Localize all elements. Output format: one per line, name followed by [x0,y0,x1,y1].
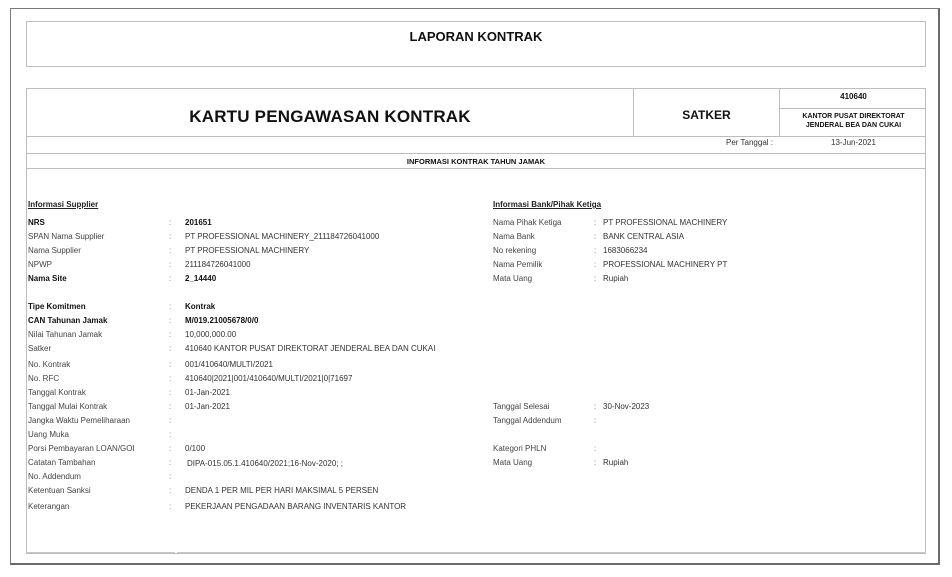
field-row [28,373,488,385]
field-value: 410640|2021|001/410640/MULTI/2021|0|71697 [185,374,353,383]
field-row [493,231,913,243]
field-row [28,359,488,371]
satker-name [780,112,927,130]
field-separator: : [169,344,172,353]
field-value: 201651 [185,218,212,227]
field-label: CAN Tahunan Jamak [28,316,108,325]
divider [27,153,926,154]
field-label: Porsi Pembayaran LOAN/GOI [28,444,135,453]
field-label: No. Addendum [28,472,81,481]
field-value: PT PROFESSIONAL MACHINERY_211184726041000 [185,232,380,241]
field-row [28,217,488,229]
field-row [28,415,488,427]
field-row [28,387,488,399]
field-label: Nama Pihak Ketiga [493,218,562,227]
field-separator: : [594,232,597,241]
field-separator: : [169,260,172,269]
field-label: Tipe Komitmen [28,302,86,311]
field-label: Nilai Tahunan Jamak [28,330,103,339]
field-value: DENDA 1 PER MIL PER HARI MAKSIMAL 5 PERSEN [185,486,379,495]
field-value: 10,000,000.00 [185,330,237,339]
field-separator: : [169,416,172,425]
field-row [28,471,488,483]
field-value: Rupiah [603,458,629,467]
field-label: Jangka Waktu Pemeliharaan [28,416,130,425]
field-label: Ketentuan Sanksi [28,486,91,495]
field-separator: : [169,246,172,255]
field-label: Nama Pemilik [493,260,543,269]
report-header [26,21,926,67]
field-separator: : [169,458,172,467]
field-row [28,485,488,497]
field-row [493,443,913,455]
field-row [28,429,488,441]
field-label: Nama Site [28,274,67,283]
field-value: BANK CENTRAL ASIA [603,232,685,241]
field-label: Mata Uang [493,274,533,283]
field-value: Rupiah [603,274,629,283]
field-label: No. Kontrak [28,360,71,369]
field-separator: : [594,458,597,467]
field-label: Satker [28,344,52,353]
field-label: Keterangan [28,502,70,511]
field-row [493,245,913,257]
satker-label: SATKER [682,108,731,122]
supplier-heading: Informasi Supplier [28,200,99,209]
field-row [493,401,913,413]
field-label: Tanggal Selesai [493,402,550,411]
field-value: PT PROFESSIONAL MACHINERY [185,246,310,255]
field-separator: : [169,502,172,511]
field-value: 1683066234 [603,246,648,255]
field-label: Catatan Tambahan [28,458,96,467]
field-row [28,501,488,513]
field-row [493,415,913,427]
divider [27,136,926,137]
field-row [28,259,488,271]
field-separator: : [594,218,597,227]
field-value: PROFESSIONAL MACHINERY PT [603,260,728,269]
field-row [493,457,913,469]
field-label: No. RFC [28,374,60,383]
field-row [493,273,913,285]
field-separator: : [169,388,172,397]
field-label: Mata Uang [493,458,533,467]
field-value: 0/100 [185,444,206,453]
satker-code: 410640 [840,92,867,101]
field-label: Tanggal Kontrak [28,388,86,397]
field-value: 410640 KANTOR PUSAT DIREKTORAT JENDERAL BEA DAN CUKAI [185,344,436,353]
field-separator: : [594,246,597,255]
field-row [28,401,488,413]
card-title: KARTU PENGAWASAN KONTRAK [189,107,471,126]
field-label: Tanggal Mulai Kontrak [28,402,108,411]
field-separator: : [169,316,172,325]
field-value: 01-Jan-2021 [185,402,230,411]
field-label: Nama Bank [493,232,535,241]
field-row [28,301,488,313]
satker-name-line1: KANTOR PUSAT DIREKTORAT [802,113,905,120]
field-separator: : [594,402,597,411]
divider [177,552,926,553]
contract-card [26,88,926,554]
field-label: No rekening [493,246,537,255]
field-row [28,329,488,341]
per-tanggal-value: 13-Jun-2021 [831,138,876,147]
field-value: PEKERJAAN PENGADAAN BARANG INVENTARIS KANTOR [185,502,407,511]
field-row [28,343,488,355]
field-separator: : [594,444,597,453]
field-separator: : [594,416,597,425]
field-value: Kontrak [185,302,216,311]
field-separator: : [169,402,172,411]
field-value: 001/410640/MULTI/2021 [185,360,273,369]
field-value: PT PROFESSIONAL MACHINERY [603,218,728,227]
field-separator: : [594,260,597,269]
field-value: 2_14440 [185,274,217,283]
field-separator: : [169,430,172,439]
per-tanggal-label: Per Tanggal : [726,138,773,147]
field-label: Tanggal Addendum [493,416,562,425]
field-label: Kategori PHLN [493,444,547,453]
field-separator: : [169,374,172,383]
field-label: NPWP [28,260,52,269]
field-label: Nama Supplier [28,246,81,255]
bank-heading: Informasi Bank/Pihak Ketiga [493,200,602,209]
divider [27,168,926,169]
field-row [28,245,488,257]
field-separator: : [169,486,172,495]
report-title: LAPORAN KONTRAK [409,29,543,44]
field-row [493,217,913,229]
divider [27,552,175,553]
field-separator: : [594,274,597,283]
field-value: 01-Jan-2021 [185,388,230,397]
field-label: Uang Muka [28,430,69,439]
satker-name-line2: JENDERAL BEA DAN CUKAI [805,122,902,129]
field-value: DIPA-015.05.1.410640/2021;16-Nov-2020; ; [187,459,343,468]
section-title: INFORMASI KONTRAK TAHUN JAMAK [406,157,546,166]
field-label: SPAN Nama Supplier [28,232,105,241]
field-separator: : [169,274,172,283]
field-row [493,259,913,271]
divider [779,108,926,109]
field-separator: : [169,360,172,369]
field-separator: : [169,302,172,311]
field-separator: : [169,472,172,481]
field-row [28,273,488,285]
field-row [28,315,488,327]
field-separator: : [169,330,172,339]
field-separator: : [169,232,172,241]
field-value: 30-Nov-2023 [603,402,650,411]
field-separator: : [169,444,172,453]
field-row [28,231,488,243]
field-value: 211184726041000 [185,260,251,269]
field-row [28,443,488,455]
field-label: NRS [28,218,45,227]
field-separator: : [169,218,172,227]
field-row [28,457,488,469]
field-value: M/019.21005678/0/0 [185,316,259,325]
